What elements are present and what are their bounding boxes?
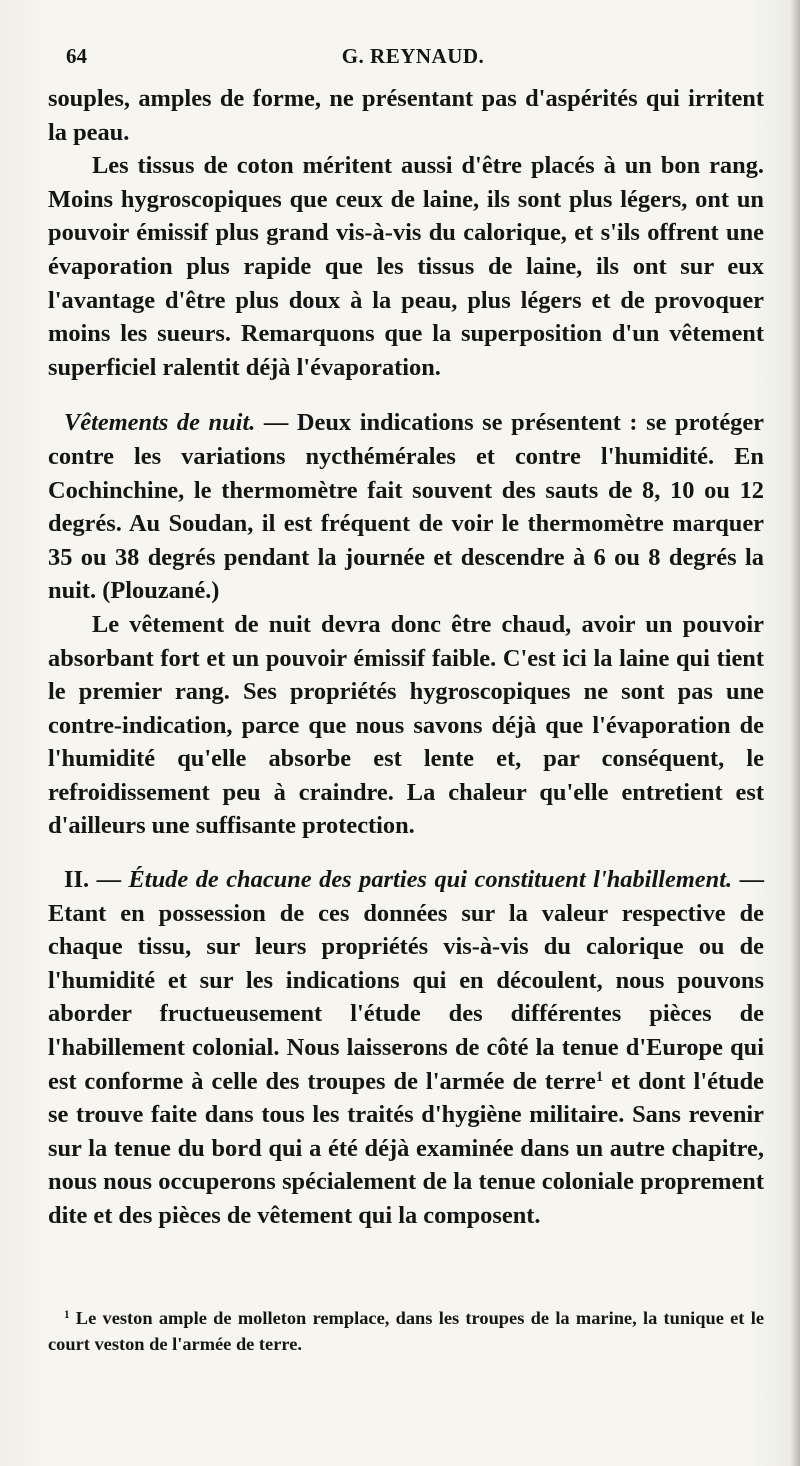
section-heading-night-clothing: Vêtements de nuit. (64, 409, 256, 437)
page-edge-shadow (790, 0, 800, 1466)
section-number: II. — (64, 866, 129, 894)
footnote-mark: 1 (64, 1308, 70, 1321)
body-text (48, 82, 764, 1233)
footnote (48, 1305, 764, 1357)
section-heading-clothing-parts: Étude de chacune des parties qui constituent l'habillement. (128, 866, 733, 894)
running-head: G. REYNAUD. (341, 44, 485, 68)
paragraph-section-ii-text-b: et dont l'étude se trouve faite dans tous les traités d'hygiène militaire. Sans revenir sur la tenue du bord qui a été déjà examinée dans un autre chapitre, nous nous occuperons spécialement de la tenue coloniale proprement dite et des pièces de vêtement qui la composent. (48, 1067, 764, 1229)
paragraph-night-clothing (48, 406, 764, 608)
paragraph-night-clothing-text: — Deux indications se présentent : se protéger contre les variations nycthémérales et contre l'humidité. En Cochinchine, le thermomètre fait souvent des sauts de 8, 10 ou 12 degrés. Au Soudan, il est fréquent de voir le thermomètre marquer 35 ou 38 degrés pendant la journée et descendre à 6 ou 8 degrés la nuit. (Plouzané.) (48, 409, 764, 605)
paragraph-section-ii (48, 863, 764, 1233)
footnote-text: Le veston ample de molleton remplace, dans les troupes de la marine, la tunique et le court veston de l'armée de terre. (48, 1308, 764, 1354)
footnote-reference[interactable]: 1 (595, 1068, 604, 1085)
paragraph-night-garment: Le vêtement de nuit devra donc être chaud, avoir un pouvoir absorbant fort et un pouvoir émissif faible. C'est ici la laine qui tient le premier rang. Ses propriétés hygroscopiques ne sont pas une contre-indication, parce que nous savons déjà que l'évaporation de l'humidité qu'elle absorbe est lente et, par conséquent, le refroidissement peu à craindre. La chaleur qu'elle entretient est d'ailleurs une suffisante protection. (48, 610, 764, 840)
footnote-paragraph (48, 1305, 764, 1357)
page-number: 64 (66, 44, 87, 68)
paragraph-section-ii-text-a: — Etant en possession de ces données sur la valeur respective de chaque tissu, sur leurs propriétés vis-à-vis du calorique ou de l'humidité et sur les indications qui en découlent, nous pouvons aborder fructueusement l'étude des différentes pièces de l'habillement colonial. Nous laisserons de côté la tenue d'Europe qui est conforme à celle des troupes de l'armée de terre (48, 866, 764, 1095)
paragraph-continuation: souples, amples de forme, ne présentant pas d'aspérités qui irritent la peau. (48, 85, 764, 146)
paragraph-cotton: Les tissus de coton méritent aussi d'être placés à un bon rang. Moins hygroscopiques que ceux de laine, ils sont plus légers, ont un pouvoir émissif plus grand vis-à-vis du calorique, et s'ils offrent une évaporation plus rapide que les tissus de laine, ils ont sur eux l'avantage d'être plus doux à la peau, plus légers et de provoquer moins les sueurs. Remarquons que la superposition d'un vêtement superficiel ralentit déjà l'évaporation. (48, 152, 764, 381)
page-header (66, 44, 760, 76)
